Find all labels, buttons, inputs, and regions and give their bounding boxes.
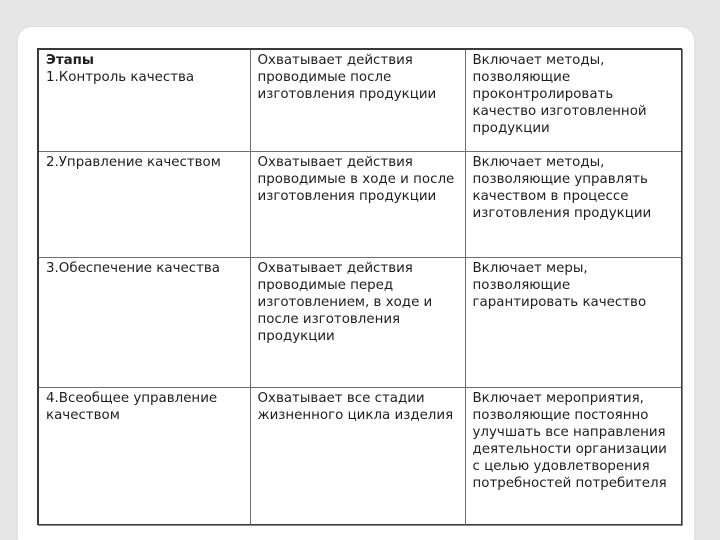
stage-cell: 2.Управление качеством [39,152,250,258]
stages-heading: Этапы [46,53,94,68]
table-row [39,388,681,526]
scope-cell: Охватывает действия проводимые после изготовления продукции [250,50,465,152]
stage-cell [39,50,250,152]
table-row [39,152,681,258]
stage-cell: 4.Всеобщее управление качеством [39,388,250,526]
scope-cell: Охватывает все стадии жизненного цикла изделия [250,388,465,526]
scope-cell: Охватывает действия проводимые перед изготовлением, в ходе и после изготовления продукции [250,258,465,388]
methods-cell: Включает меры, позволяющие гарантировать качество [465,258,681,388]
stage-cell: 3.Обеспечение качества [39,258,250,388]
methods-cell: Включает мероприятия, позволяющие постоянно улучшать все направления деятельности организации с целью удовлетворения потребностей потребителя [465,388,681,526]
methods-cell: Включает методы, позволяющие проконтролировать качество изготовленной продукции [465,50,681,152]
stage-name: 1.Контроль качества [46,70,195,85]
methods-cell: Включает методы, позволяющие управлять качеством в процессе изготовления продукции [465,152,681,258]
quality-stages-table [39,50,681,525]
scope-cell: Охватывает действия проводимые в ходе и после изготовления продукции [250,152,465,258]
table-row [39,50,681,152]
table-row [39,258,681,388]
